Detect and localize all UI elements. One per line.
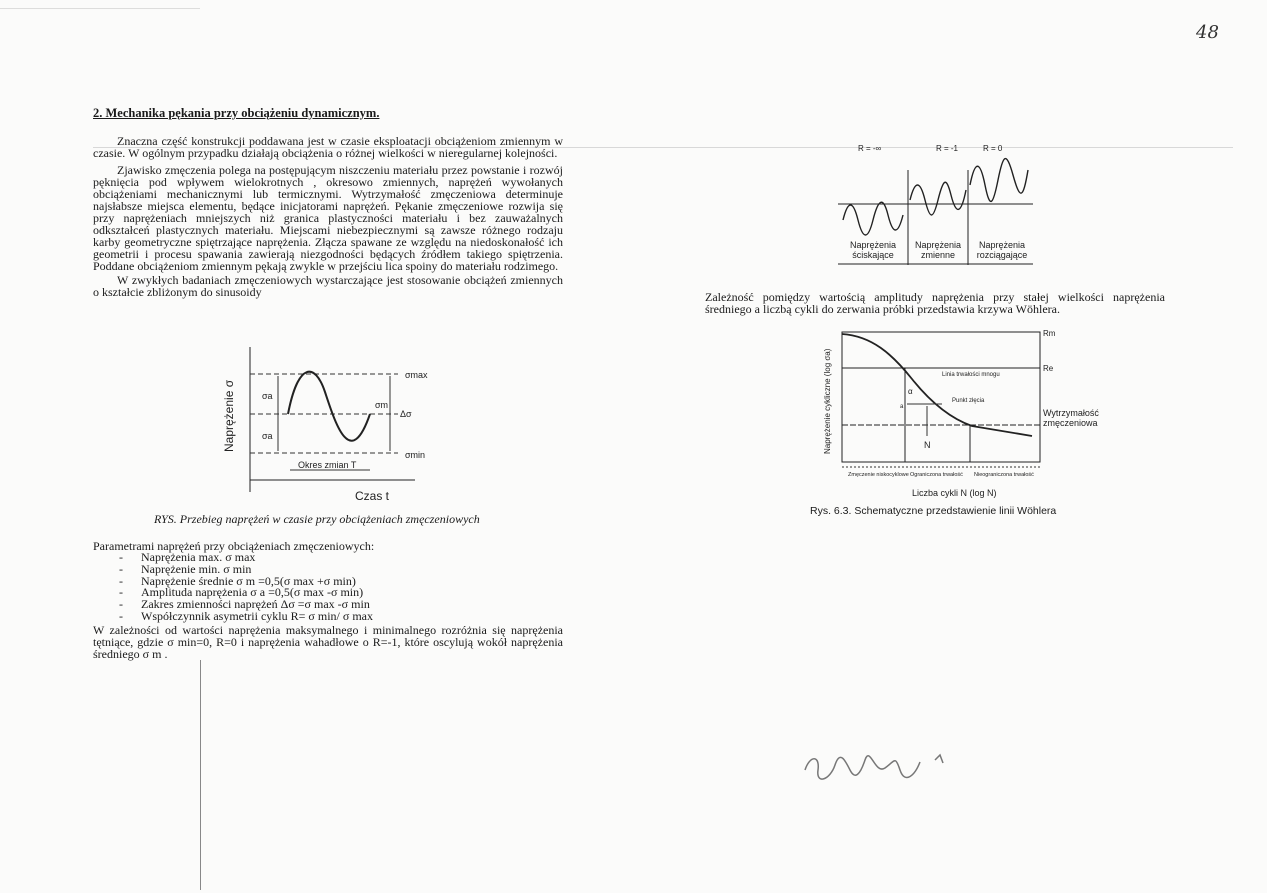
left-column — [93, 106, 563, 298]
wohler-curve-figure — [812, 324, 1072, 524]
figure-caption: RYS. Przebieg naprężeń w czasie przy obciążeniach zmęczeniowych — [154, 512, 480, 526]
x-label: Liczba cykli N (log N) — [912, 488, 997, 498]
region-label: Naprężenia zmienne — [910, 240, 966, 260]
sigma-min-label: σmin — [405, 450, 426, 460]
alpha-label: α — [908, 387, 913, 396]
point-label: Punkt złęcia — [952, 398, 985, 404]
r-label: R = 0 — [983, 144, 1003, 153]
n-label: N — [924, 440, 931, 450]
y-label: Naprężenie σ — [222, 379, 236, 452]
wohler-intro-paragraph: Zależność pomiędzy wartością amplitudy naprężenia przy stałej wielkości naprężenia średniego a liczbą cykli do zerwania próbki przedstawia krzywa Wöhlera. — [705, 290, 1165, 316]
param-item: - Zakres zmienności naprężeń Δσ =σ max -σ min — [119, 599, 563, 611]
page-number: 48 — [1196, 22, 1219, 43]
sinusoid-figure — [220, 342, 430, 507]
params-intro: Parametrami naprężeń przy obciążeniach zmęczeniowych: — [93, 539, 375, 553]
sigma-a-label: σa — [262, 431, 273, 441]
section-heading: 2. Mechanika pękania przy obciążeniu dynamicznym. — [93, 106, 380, 120]
wohler-curve — [842, 334, 1032, 436]
y-label: Naprężenie cykliczne (log σa) — [823, 348, 832, 454]
plot-frame — [842, 332, 1040, 462]
param-item: - Naprężenie średnie σ m =0,5(σ max +σ min) — [119, 576, 563, 588]
delta-sigma-label: Δσ — [400, 409, 412, 419]
x-label: Czas t — [355, 489, 390, 503]
r-label: R = -1 — [936, 144, 959, 153]
parameters-section — [93, 540, 563, 660]
zone-label: Nieograniczona trwałość — [974, 472, 1034, 478]
sigma-m-label: σm — [375, 400, 389, 410]
cycle-waves — [843, 159, 1028, 235]
zone-label: Zmęczenie niskocyklowe — [848, 472, 909, 478]
curve-label: Linia trwałości mnogu — [942, 372, 1000, 378]
sine-curve — [288, 372, 370, 441]
scan-line — [200, 660, 201, 890]
paragraph: Zjawisko zmęczenia polega na postępującym niszczeniu materiału przez powstanie i rozwój pęknięcia pod wpływem wielokrotnych , okresowo zmiennych, naprężeń wywołanych obciążeniami mechanicznymi lub termicznymi. Wytrzymałość zmęczeniowa determinuje najsłabsze miejsca elementu, będące inicjatorami naprężeń. Pękanie zmęczeniowe rozwija się przy naprężeniach mniejszych niż granica plastyczności materiału i bez zauważalnych odkształceń plastycznych materiału. Miejscami niebezpiecznymi są zawsze różnego rodzaju karby geometryczne spiętrzające naprężenia. Złącza spawane ze względu na niedoskonałość ich geometrii i procesu spawania zawierają niezgodności będących źródłem takiego spiętrzenia. Poddane obciążeniom zmiennym pękają zwykle w przejściu lica spoiny do materiału rodzimego. — [93, 163, 563, 273]
scan-artifact — [0, 8, 200, 9]
signature — [800, 740, 970, 790]
re-label: Re — [1043, 364, 1054, 373]
paragraph: W zależności od wartości naprężenia maksymalnego i minimalnego rozróżnia się naprężenia tętniące, gdzie σ min=0, R=0 i naprężenia wahadłowe o R=-1, które oscylują wokół naprężenia średniego σ m . — [93, 622, 563, 661]
region-label: Naprężenia rozciągające — [969, 240, 1035, 260]
param-item: - Naprężenie min. σ min — [119, 564, 563, 576]
param-item: - Amplituda naprężenia σ a =0,5(σ max -σ min) — [119, 587, 563, 599]
r-label: R = -∞ — [858, 144, 882, 153]
sigma-a-label: σa — [262, 391, 273, 401]
zone-label: Ograniczona trwałość — [910, 472, 963, 478]
paragraph: Znaczna część konstrukcji poddawana jest w czasie eksploatacji obciążeniom zmiennym w czasie. W ogólnym przypadku działają obciążenia o różnej wielkości w nieregularnej kolejności. — [93, 134, 563, 160]
param-item: - Naprężenia max. σ max — [119, 552, 563, 564]
wohler-caption: Rys. 6.3. Schematyczne przedstawienie linii Wöhlera — [810, 505, 1057, 517]
period-label: Okres zmian T — [298, 460, 357, 470]
paragraph: W zwykłych badaniach zmęczeniowych wystarczające jest stosowanie obciążeń zmiennych o kształcie zbliżonym do sinusoidy — [93, 273, 563, 299]
fatigue-strength-label: Wytrzymałość zmęczeniowa — [1043, 408, 1115, 428]
rm-label: Rm — [1043, 329, 1056, 338]
a-label: a — [900, 404, 904, 410]
param-item: - Współczynnik asymetrii cyklu R= σ min/ σ max — [119, 611, 563, 623]
sigma-max-label: σmax — [405, 370, 428, 380]
region-label: Naprężenia ściskające — [840, 240, 906, 260]
